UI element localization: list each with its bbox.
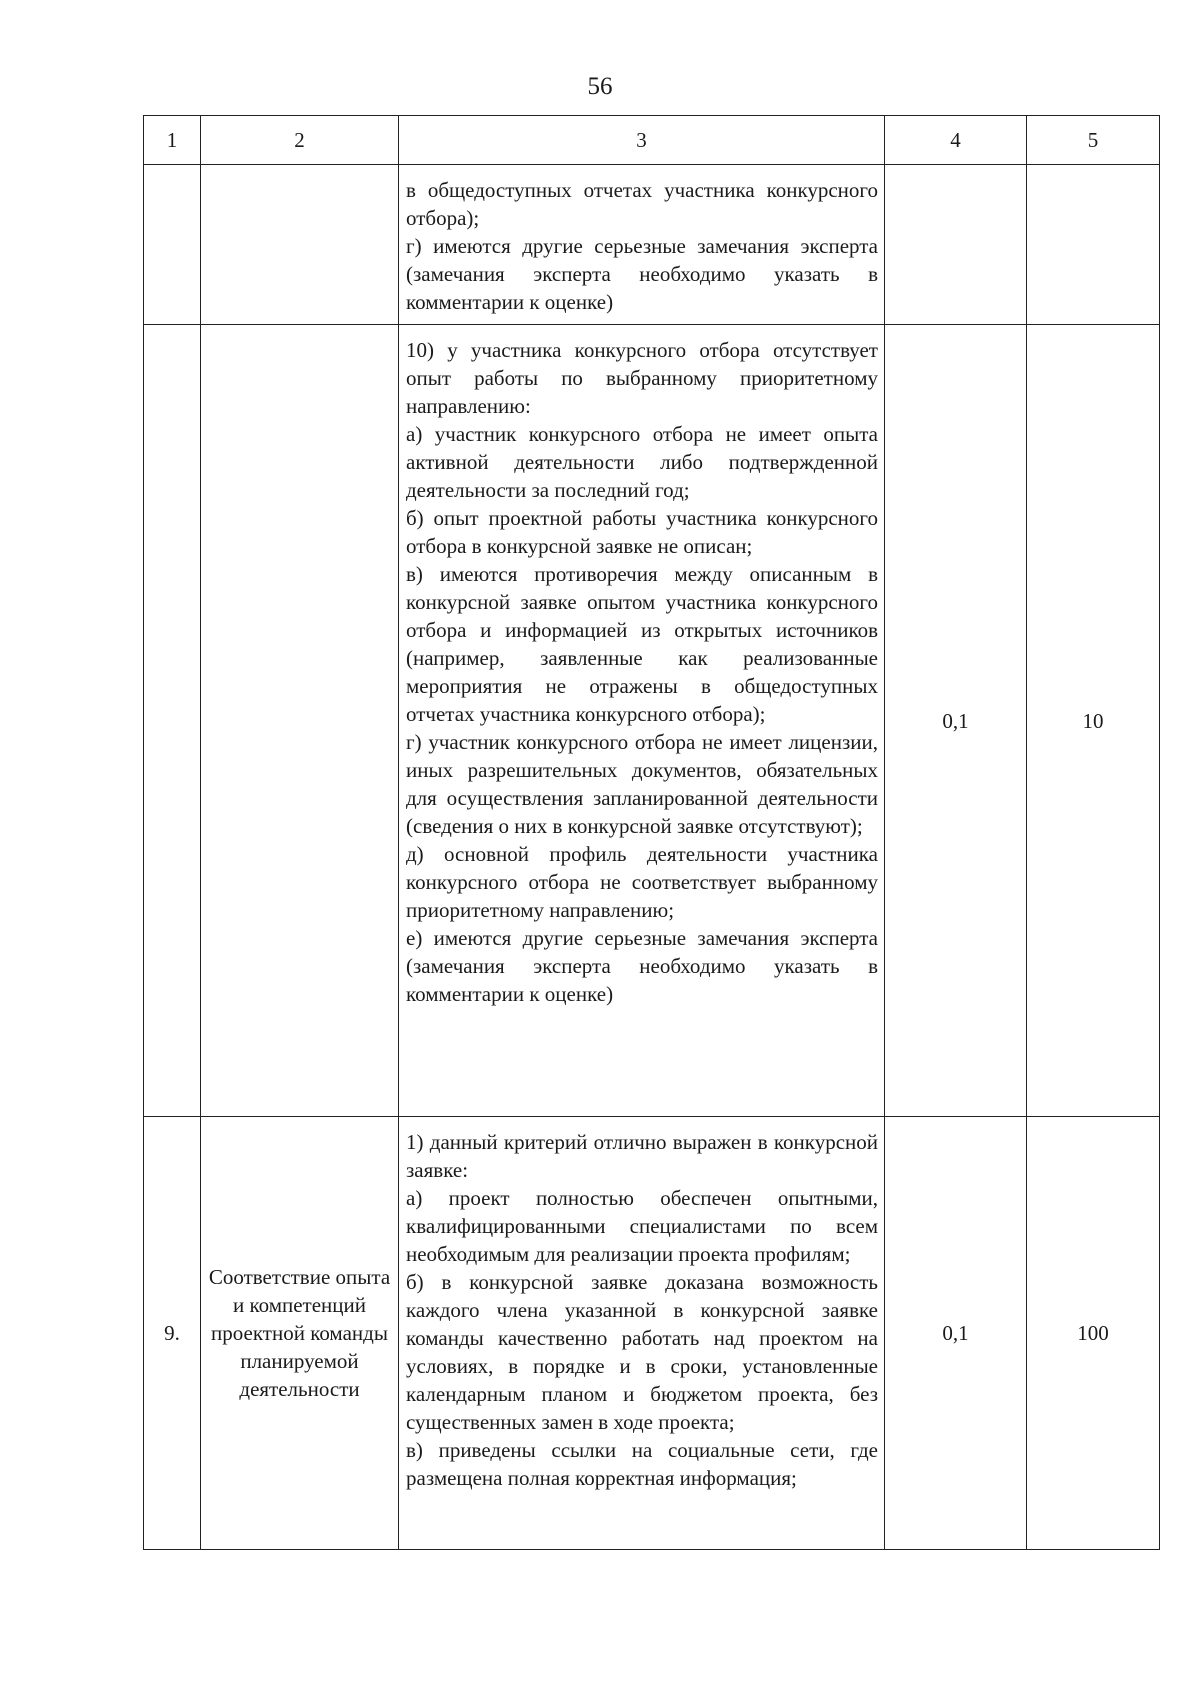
table-row — [144, 1117, 1160, 1550]
column-header-2: 2 — [201, 116, 399, 165]
criteria-table — [143, 115, 1160, 1550]
score-cell: 10 — [1027, 325, 1160, 1117]
description-paragraph: а) участник конкурсного отбора не имеет опыта активной деятельности либо подтвержденной деятельности за последний год; — [406, 422, 878, 502]
description-paragraph: б) опыт проектной работы участника конкурсного отбора в конкурсной заявке не описан; — [406, 506, 878, 558]
column-header-3: 3 — [399, 116, 885, 165]
description-paragraph: а) проект полностью обеспечен опытными, квалифицированными специалистами по всем необходимым для реализации проекта профилям; — [406, 1186, 878, 1266]
score-cell: 100 — [1027, 1117, 1160, 1550]
description-cell — [399, 325, 885, 1117]
row-number-cell — [144, 325, 201, 1117]
criterion-cell: Соответствие опыта и компетенций проектной команды планируемой деятельности — [201, 1117, 399, 1550]
description-paragraph: г) участник конкурсного отбора не имеет лицензии, иных разрешительных документов, обязательных для осуществления запланированной деятельности (сведения о них в конкурсной заявке отсутствуют); — [406, 730, 878, 838]
description-paragraph: д) основной профиль деятельности участника конкурсного отбора не соответствует выбранному приоритетному направлению; — [406, 842, 878, 922]
row-number-cell — [144, 165, 201, 325]
header-row — [144, 116, 1160, 165]
column-header-4: 4 — [885, 116, 1027, 165]
description-paragraph: 1) данный критерий отлично выражен в конкурсной заявке: — [406, 1130, 878, 1182]
description-paragraph: г) имеются другие серьезные замечания эксперта (замечания эксперта необходимо указать в комментарии к оценке) — [406, 234, 878, 314]
score-cell — [1027, 165, 1160, 325]
description-paragraph: в общедоступных отчетах участника конкурсного отбора); — [406, 178, 878, 230]
row-number-cell: 9. — [144, 1117, 201, 1550]
description-cell — [399, 1117, 885, 1550]
description-paragraph: в) приведены ссылки на социальные сети, где размещена полная корректная информация; — [406, 1438, 878, 1490]
criterion-cell — [201, 165, 399, 325]
coefficient-cell: 0,1 — [885, 1117, 1027, 1550]
column-header-5: 5 — [1027, 116, 1160, 165]
table-row — [144, 325, 1160, 1117]
page-number: 56 — [587, 73, 613, 100]
description-paragraph: б) в конкурсной заявке доказана возможность каждого члена указанной в конкурсной заявке команды качественно работать над проектом на условиях, в порядке и в сроки, установленные календарным планом и бюджетом проекта, без существенных замен в ходе проекта; — [406, 1270, 878, 1434]
table-row — [144, 165, 1160, 325]
description-paragraph: е) имеются другие серьезные замечания эксперта (замечания эксперта необходимо указать в комментарии к оценке) — [406, 926, 878, 1006]
description-paragraph: в) имеются противоречия между описанным в конкурсной заявке опытом участника конкурсного отбора и информацией из открытых источников (например, заявленные как реализованные мероприятия не отражены в общедоступных отчетах участника конкурсного отбора); — [406, 562, 878, 726]
description-cell — [399, 165, 885, 325]
column-header-1: 1 — [144, 116, 201, 165]
description-paragraph: 10) у участника конкурсного отбора отсутствует опыт работы по выбранному приоритетному направлению: — [406, 338, 878, 418]
criterion-cell — [201, 325, 399, 1117]
coefficient-cell: 0,1 — [885, 325, 1027, 1117]
coefficient-cell — [885, 165, 1027, 325]
